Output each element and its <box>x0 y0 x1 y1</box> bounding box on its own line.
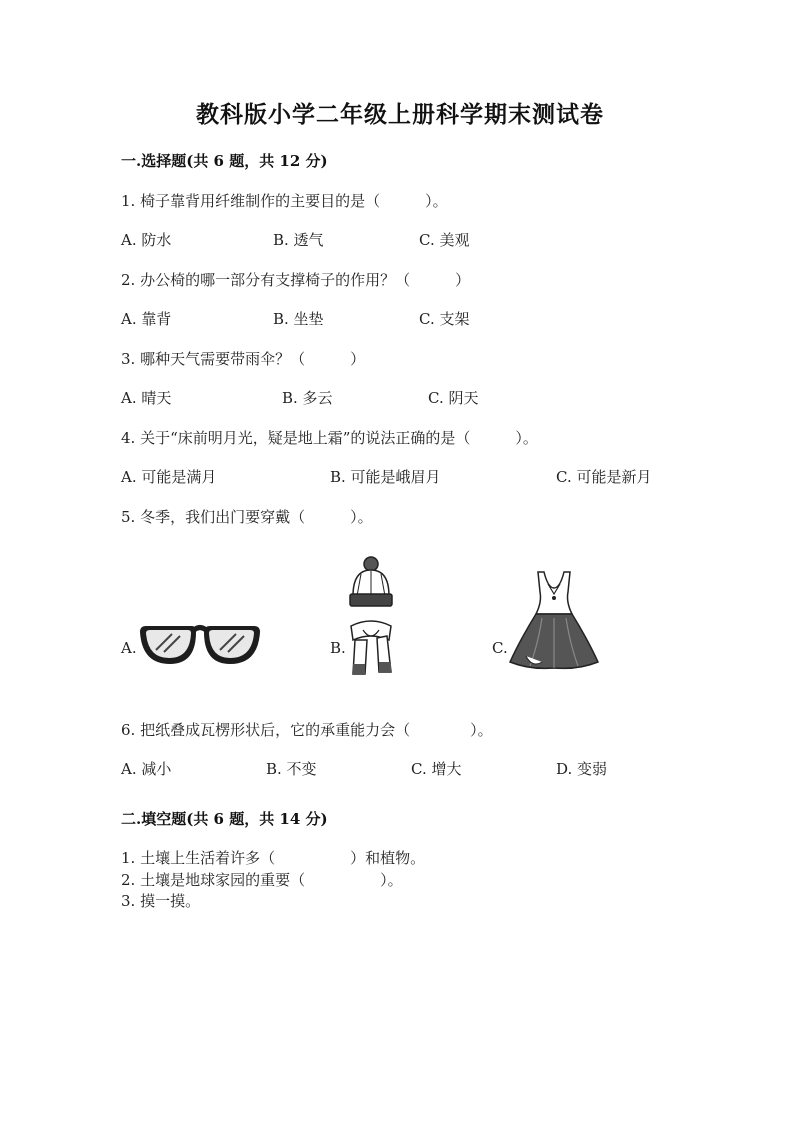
fill-question-3: 3. 摸一摸。 <box>121 892 201 910</box>
q6-option-b: B. 不变 <box>266 760 317 778</box>
question-1: 1. 椅子靠背用纤维制作的主要目的是（ ）。 <box>121 192 448 210</box>
q1-option-b: B. 透气 <box>273 231 324 249</box>
q5-option-b: B. <box>330 639 346 657</box>
fill-question-1: 1. 土壤上生活着许多（ ）和植物。 <box>121 849 426 867</box>
q1-option-a: A. 防水 <box>121 231 172 249</box>
section-heading-fill: 二.填空题(共 6 题，共 14 分) <box>121 810 328 828</box>
q2-option-c: C. 支架 <box>419 310 470 328</box>
q4-option-a: A. 可能是满月 <box>121 468 217 486</box>
question-3: 3. 哪种天气需要带雨伞？（ ） <box>121 350 366 368</box>
q6-option-a: A. 减小 <box>121 760 172 778</box>
fill-question-2: 2. 土壤是地球家园的重要（ ）。 <box>121 871 403 889</box>
q1-option-c: C. 美观 <box>419 231 470 249</box>
dress-icon <box>508 570 600 678</box>
q4-option-c: C. 可能是新月 <box>556 468 652 486</box>
q5-option-a: A. <box>121 639 137 657</box>
q2-option-a: A. 靠背 <box>121 310 172 328</box>
question-2: 2. 办公椅的哪一部分有支撑椅子的作用？（ ） <box>121 271 471 289</box>
q5-option-c: C. <box>492 639 508 657</box>
q3-option-c: C. 阴天 <box>428 389 479 407</box>
section-heading-choice: 一.选择题(共 6 题，共 12 分) <box>121 152 328 170</box>
q3-option-b: B. 多云 <box>282 389 333 407</box>
q3-option-a: A. 晴天 <box>121 389 172 407</box>
q2-option-b: B. 坐垫 <box>273 310 324 328</box>
question-6: 6. 把纸叠成瓦楞形状后，它的承重能力会（ ）。 <box>121 721 493 739</box>
q4-option-b: B. 可能是峨眉月 <box>330 468 441 486</box>
sunglasses-icon <box>138 620 262 672</box>
q6-option-d: D. 变弱 <box>556 760 608 778</box>
q6-option-c: C. 增大 <box>411 760 462 778</box>
question-5: 5. 冬季，我们出门要穿戴（ ）。 <box>121 508 373 526</box>
hat-scarf-icon <box>343 556 399 682</box>
question-4: 4. 关于“床前明月光，疑是地上霜”的说法正确的是（ ）。 <box>121 429 538 447</box>
page-title: 教科版小学二年级上册科学期末测试卷 <box>196 101 604 128</box>
